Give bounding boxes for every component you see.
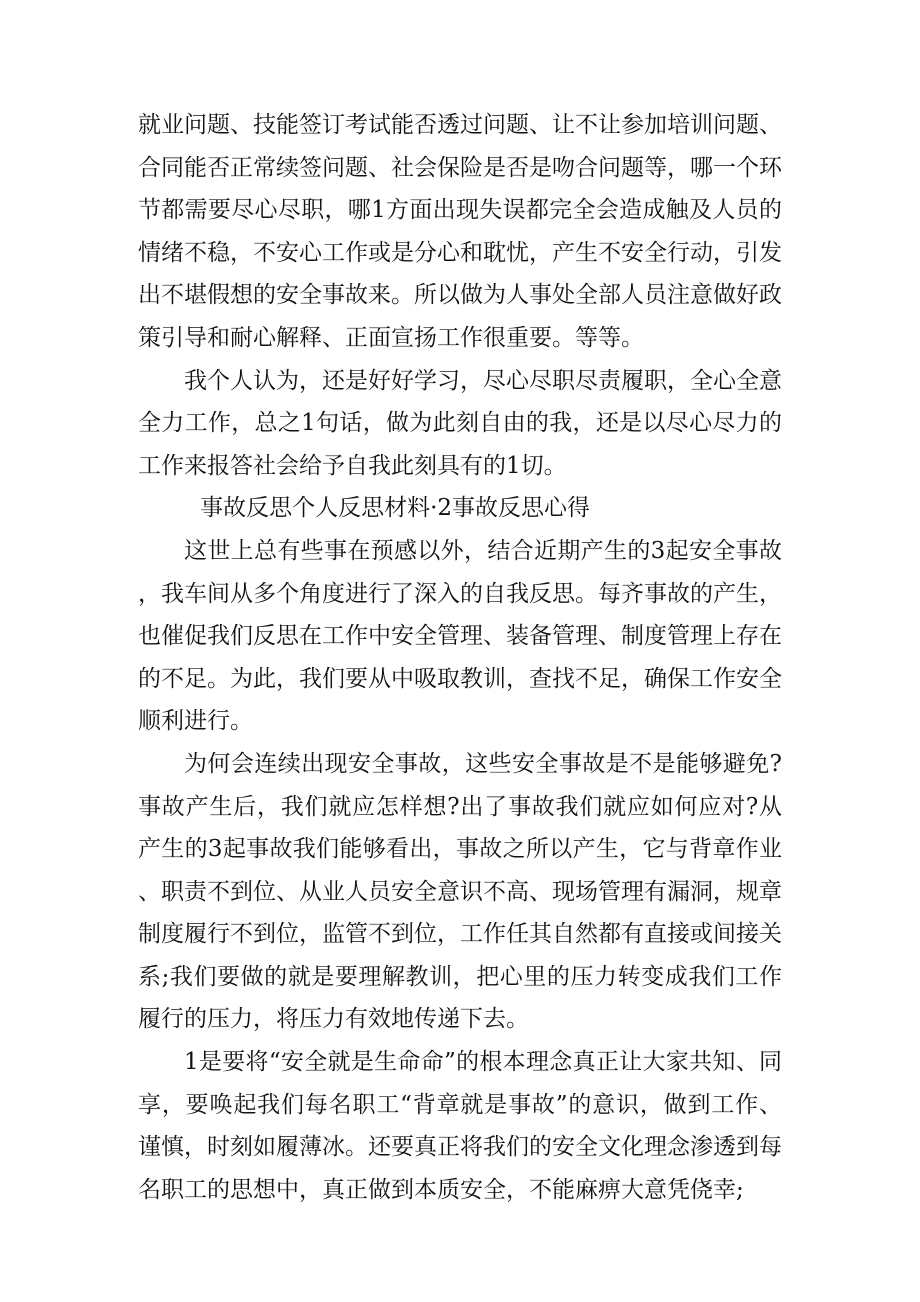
paragraph-personal-view: 我个人认为，还是好好学习，尽心尽职尽责履职，全心全意全力工作，总之1句话，做为此刻自由的我，还是以尽心尽力的工作来报答社会给予自我此刻具有的1切。 xyxy=(138,367,782,479)
paragraph-point-one: 1是要将“安全就是生命命”的根本理念真正让大家共知、同享，要唤起我们每名职工“背章就是事故”的意识，做到工作、谨慎，时刻如履薄冰。还要真正将我们的安全文化理念渗透到每名职工的思想中，真正做到本质安全，不能麻痹大意凭侥幸; xyxy=(138,1049,782,1203)
paragraph-intro: 这世上总有些事在预感以外，结合近期产生的3起安全事故，我车间从多个角度进行了深入的自我反思。每齐事故的产生，也催促我们反思在工作中安全管理、装备管理、制度管理上存在的不足。为此，我们要从中吸取教训，查找不足，确保工作安全顺利进行。 xyxy=(138,537,782,735)
paragraph-analysis: 为何会连续出现安全事故，这些安全事故是不是能够避免?事故产生后，我们就应怎样想?出了事故我们就应如何应对?从产生的3起事故我们能够看出，事故之所以产生，它与背章作业、职责不到位、从业人员安全意识不高、现场管理有漏洞，规章制度履行不到位，监管不到位，工作任其自然都有直接或间接关系;我们要做的就是要理解教训，把心里的压力转变成我们工作履行的压力，将压力有效地传递下去。 xyxy=(138,750,782,1033)
document-body xyxy=(138,104,782,1211)
section-heading: 事故反思个人反思材料·2事故反思心得 xyxy=(200,495,591,522)
paragraph-continuation: 就业问题、技能签订考试能否透过问题、让不让参加培训问题、合同能否正常续签问题、社会保险是否是吻合问题等，哪一个环节都需要尽心尽职，哪1方面出现失误都完全会造成触及人员的情绪不稳，不安心工作或是分心和耽忧，产生不安全行动，引发出不堪假想的安全事故来。所以做为人事处全部人员注意做好政策引导和耐心解释、正面宣扬工作很重要。等等。 xyxy=(138,112,782,351)
